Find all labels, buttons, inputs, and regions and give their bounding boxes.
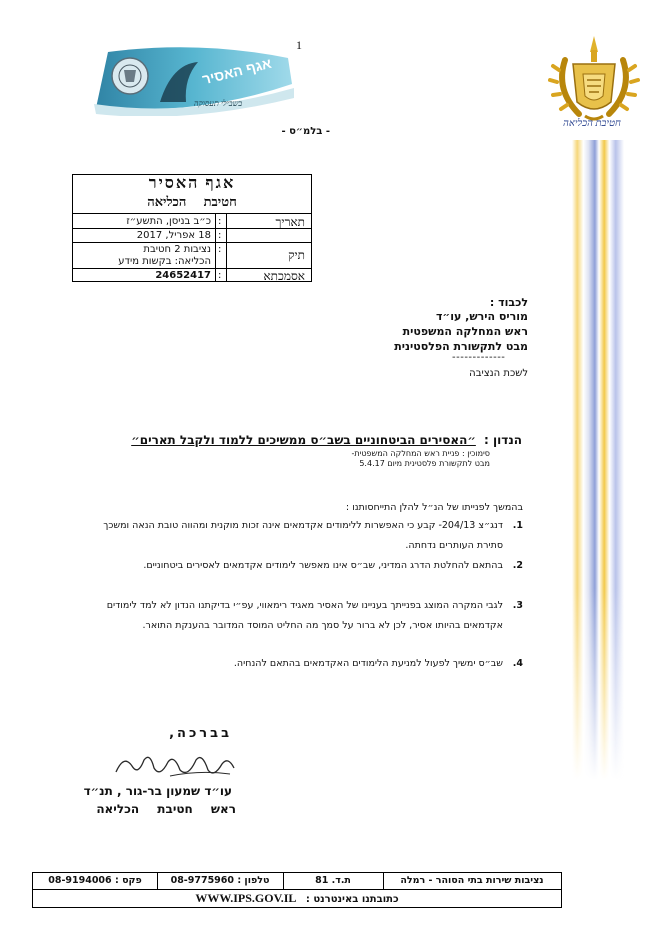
footer-phone: טלפון : 08-9775960 — [170, 875, 270, 886]
page-number: 1 — [296, 38, 302, 52]
reference-line1: סימוכין : פניית ראש המחלקה המשפטית- — [351, 449, 490, 458]
prisoner-division-logo — [88, 44, 300, 116]
signatory-name: עו״ד שמעון בר-גור , תנ״ד — [83, 784, 232, 798]
date-hebrew: כ״ב בניסן, התשע״ז — [126, 216, 211, 227]
reference-number: 24652417 — [155, 270, 211, 281]
emblem-division-label: חטיבת הכליאה — [563, 118, 621, 129]
signatory-title: ראש חטיבת הכליאה — [96, 802, 236, 816]
body-intro: בהמשך לפנייתו של הנ״ל להלן התייחסותנו : — [345, 502, 523, 513]
date-gregorian: 18 אפריל, 2017 — [136, 230, 211, 241]
list-item-number: 2. — [512, 560, 523, 571]
logo-name: אגף האסיר — [200, 54, 274, 88]
footer-website-row — [33, 890, 561, 907]
list-item-number: 4. — [512, 658, 523, 669]
subject-line — [131, 433, 522, 447]
list-item — [103, 556, 523, 576]
signature — [110, 748, 238, 782]
list-item-text: שב״ס ימשיך לפעול למניעת הלימודים האקדמאים בהתאם להנחיה. — [233, 658, 503, 669]
list-item-number: 1. — [512, 520, 523, 531]
reference-label: אסמכתא — [263, 269, 305, 283]
list-item-text: בהתאם להחלטת הדרג המדיני, שב״ס אינו מאפשר לימודים אקדמאים לאסירים ביטחוניים. — [143, 560, 503, 571]
list-item — [103, 654, 523, 674]
footer-contact-box — [32, 872, 562, 908]
footer-website-label: כתובתנו באינטרנט : — [305, 894, 399, 905]
recipient-to-label: לכבוד : — [489, 296, 528, 309]
header-box — [72, 174, 312, 282]
date-label: תאריך — [275, 215, 305, 229]
footer-pobox: ת.ד. 81 — [315, 875, 351, 886]
list-item-text: לגבי המקרה המוצג בפנייתך בעניינו של האסיר מאגיד רימאווי, עפ״י בדיקתנו הנדון לא למד לימודים אקדמאים בהיותו אסיר, לכן לא ברור על סמך מה החליט המוסד המדובר בהענקת התואר. — [106, 600, 503, 631]
footer-fax: פקס : 08-9194006 — [48, 875, 142, 886]
list-item-number: 3. — [512, 600, 523, 611]
header-box-title: אגף האסיר — [148, 175, 236, 192]
classification-label: - בלמ״ס - — [281, 126, 330, 137]
file-value-line2: הכליאה: בקשות מידע — [118, 256, 211, 267]
closing-blessing: בברכה, — [169, 726, 232, 741]
footer-contact-row — [33, 873, 561, 890]
file-label: תיק — [288, 248, 305, 262]
list-item — [103, 596, 523, 636]
logo-tagline: בשבילי תעסוקה — [193, 99, 243, 108]
list-item-text: דנג״צ 204/13- קבע כי האפשרות ללימודים אקדמאים אינה זכות מוקנית ומהווה טובת הנאה ומשכך סתירת העותרים נדחתה. — [103, 520, 503, 551]
decorative-ribbon — [572, 140, 624, 780]
recipient-note: לשכת הנציבה — [469, 368, 528, 379]
recipient-title: ראש המחלקה המשפטית — [402, 325, 528, 338]
subject-label: הנדון : — [484, 433, 522, 447]
recipient-org: מבט לתקשורת הפלסטינית — [394, 340, 528, 353]
recipient-separator: ------------- — [452, 352, 506, 363]
footer-website-link[interactable]: WWW.IPS.GOV.IL — [195, 891, 297, 905]
recipient-name: מוריס הירש, עו״ד — [435, 310, 528, 323]
reference-line2: מבט לתקשורת פלסטינית מיום 5.4.17 — [359, 459, 490, 468]
subject-text: ״האסירים הביטחוניים בשב״ס ממשיכים ללמוד ולקבל תארים״ — [131, 433, 476, 447]
header-box-subtitle: חטיבת הכליאה — [147, 194, 237, 209]
list-item — [103, 516, 523, 556]
header-box-grid: תאריך : כ״ב בניסן, התשע״ז 18 אפריל, 2017 : תיק : נציבות 2 חטיבת הכליאה: בקשות מידע אסמכתא : 24652417 — [73, 213, 311, 281]
footer-address: נציבות שירות בתי הסוהר - רמלה — [400, 875, 544, 886]
file-value-line1: נציבות 2 חטיבת — [143, 244, 211, 255]
